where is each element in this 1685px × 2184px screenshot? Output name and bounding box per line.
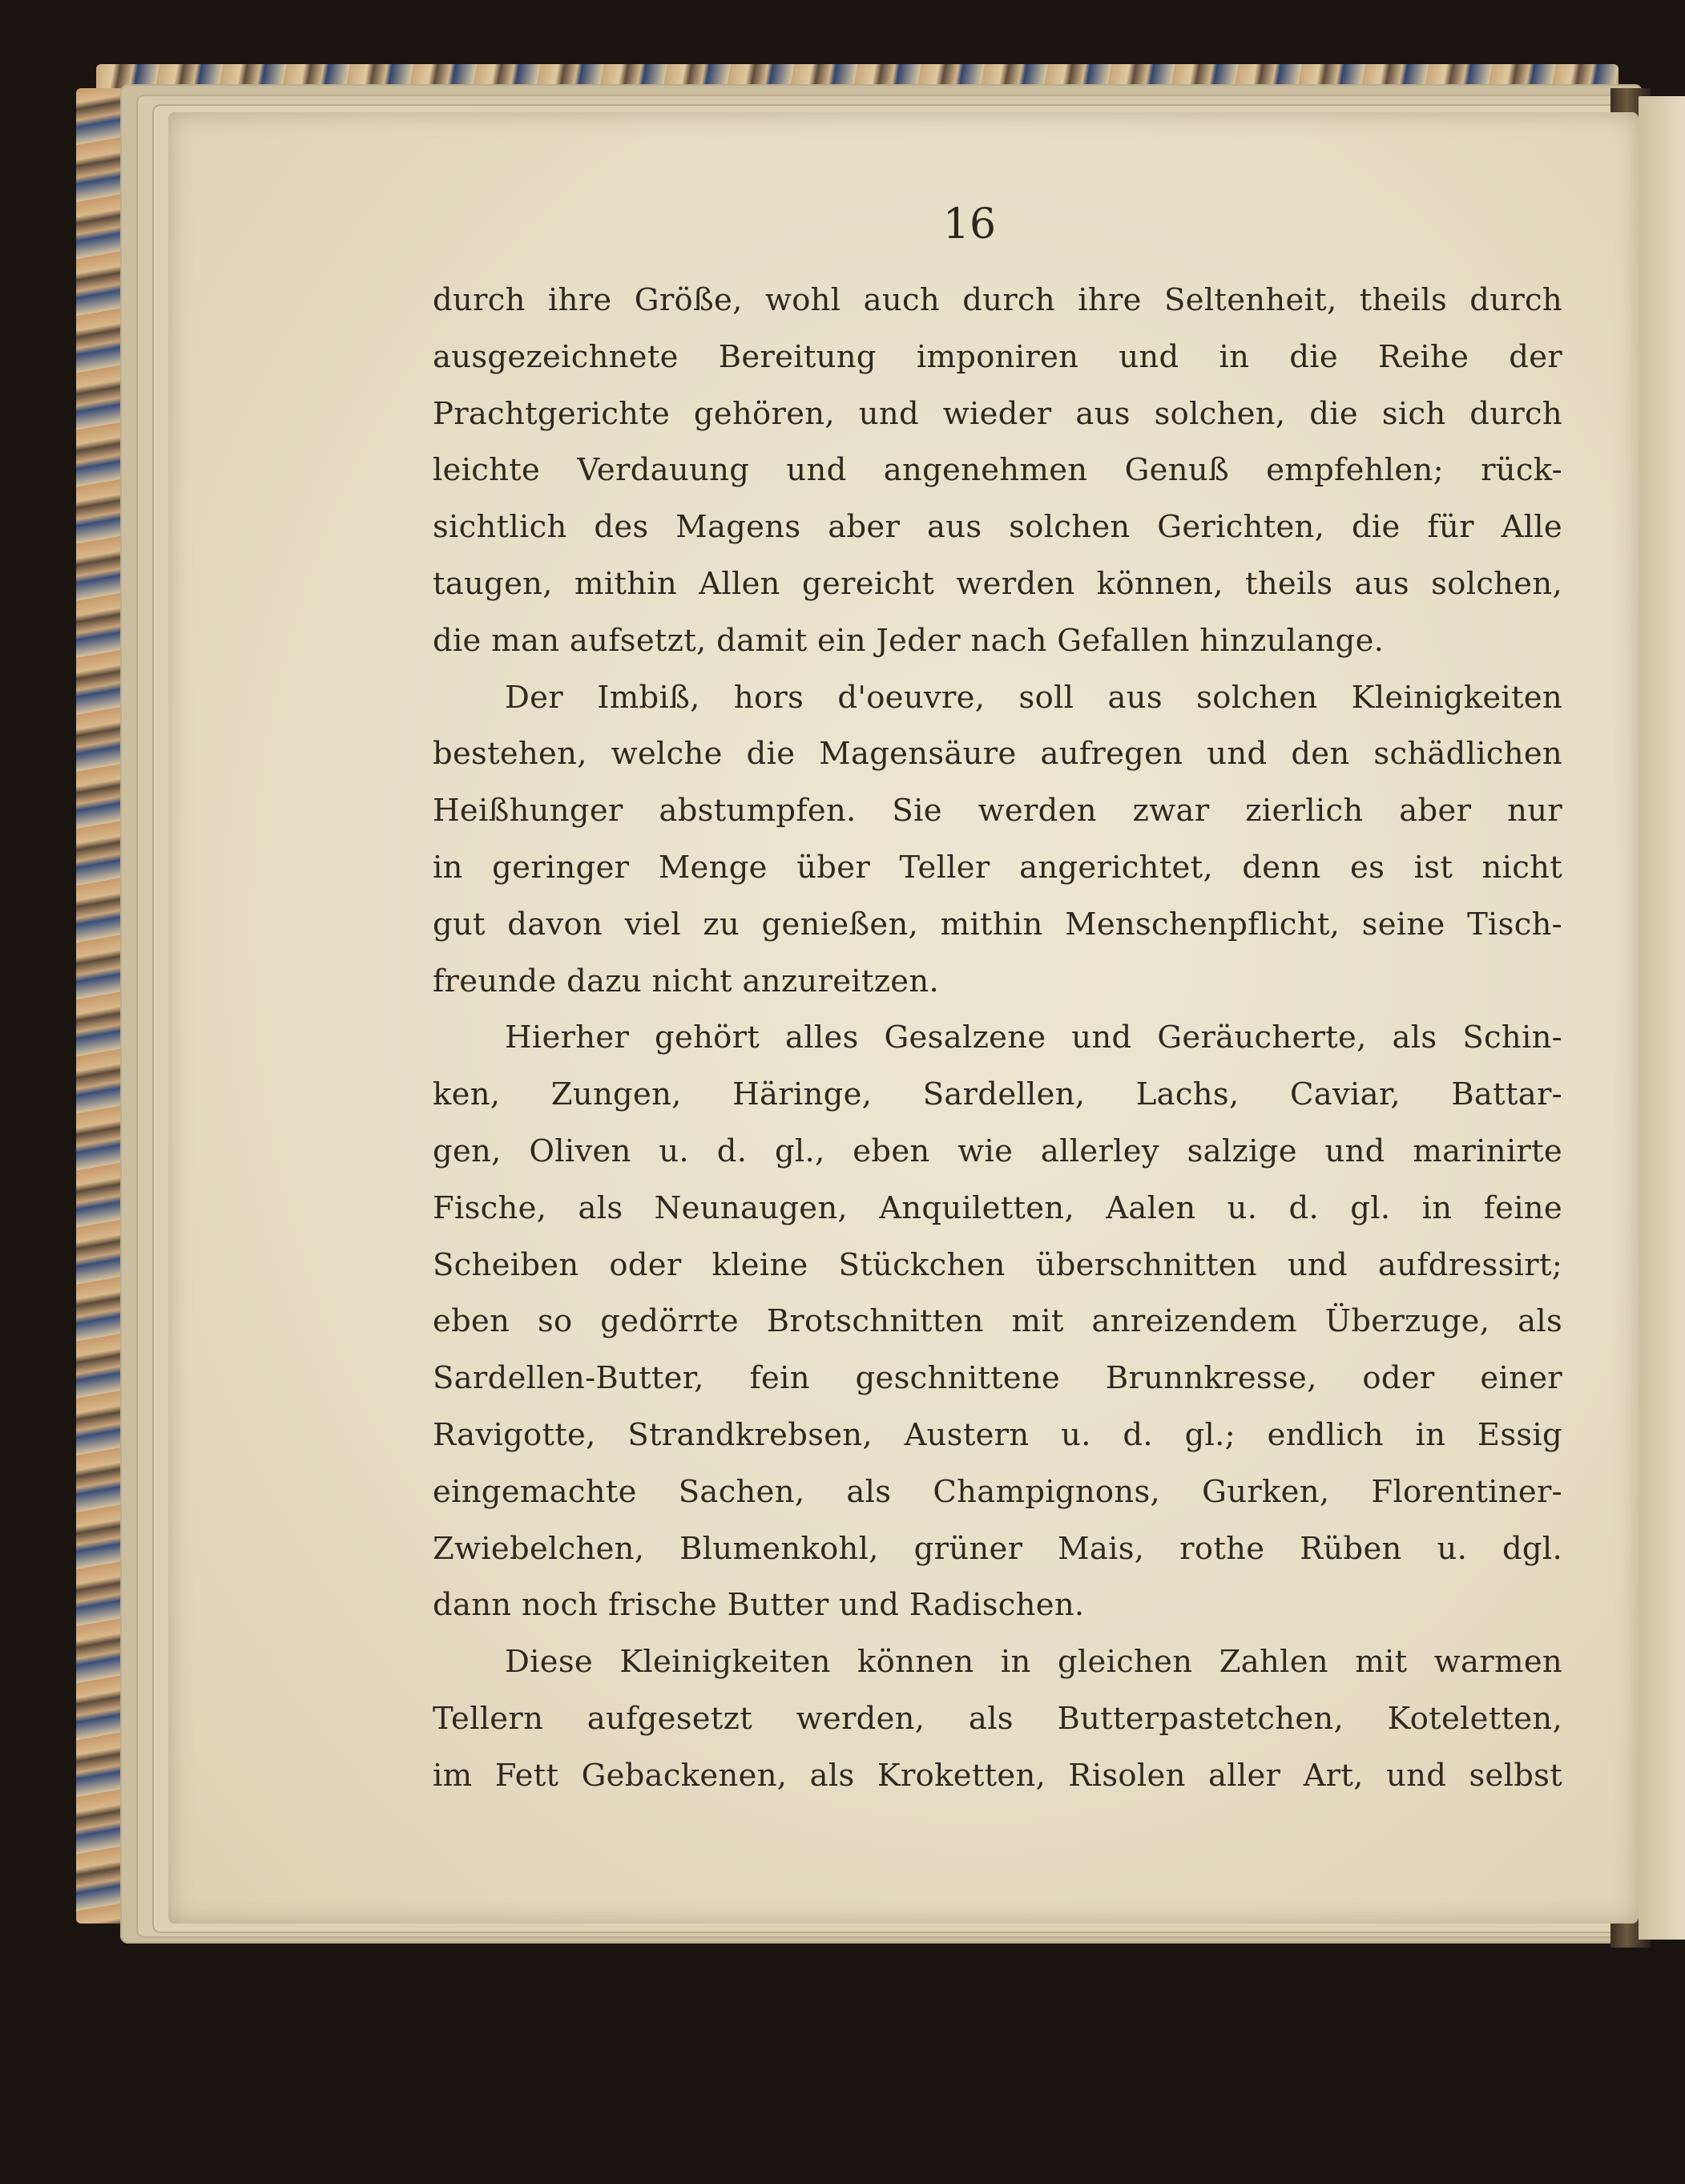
text-line: eingemachte Sachen, als Champignons, Gurken, Florentiner- [433,1473,1562,1510]
text-line: Prachtgerichte gehören, und wieder aus solchen, die sich durch [433,395,1562,432]
text-line: eben so gedörrte Brotschnitten mit anreizendem Überzuge, als [433,1303,1562,1340]
text-line: sichtlich des Magens aber aus solchen Gerichten, die für Alle [433,509,1562,546]
text-line: ausgezeichnete Bereitung imponiren und in die Reihe der [433,338,1562,375]
text-line: im Fett Gebackenen, als Kroketten, Risolen aller Art, und selbst [433,1757,1562,1794]
text-line: gut davon viel zu genießen, mithin Menschenpflicht, seine Tisch- [433,906,1562,943]
text-line: bestehen, welche die Magensäure aufregen und den schädlichen [433,736,1562,773]
text-line: Hierher gehört alles Gesalzene und Geräucherte, als Schin- [505,1019,1562,1056]
body-text [433,272,1562,1805]
text-line: Diese Kleinigkeiten können in gleichen Zahlen mit warmen [505,1644,1562,1681]
text-line: Ravigotte, Strandkrebsen, Austern u. d. gl.; endlich in Essig [433,1416,1562,1453]
text-line: Fische, als Neunaugen, Anquiletten, Aalen u. d. gl. in feine [433,1189,1562,1226]
text-line: freunde dazu nicht anzureitzen. [433,963,939,999]
text-line: Scheiben oder kleine Stückchen überschnitten und aufdressirt; [433,1246,1562,1283]
text-line: gen, Oliven u. d. gl., eben wie allerley salzige und marinirte [433,1132,1562,1169]
text-line: dann noch frische Butter und Radischen. [433,1587,1085,1624]
text-line: Zwiebelchen, Blumenkohl, grüner Mais, rothe Rüben u. dgl. [433,1530,1562,1567]
text-line: Der Imbiß, hors d'oeuvre, soll aus solchen Kleinigkeiten [505,679,1562,716]
text-line: durch ihre Größe, wohl auch durch ihre Seltenheit, theils durch [433,282,1562,318]
text-line: Heißhunger abstumpfen. Sie werden zwar zierlich aber nur [433,793,1562,830]
text-line: Tellern aufgesetzt werden, als Butterpastetchen, Koteletten, [433,1700,1562,1737]
page-number: 16 [942,200,997,248]
facing-page-edge [1639,96,1685,1940]
text-line: Sardellen-Butter, fein geschnittene Brunnkresse, oder einer [433,1360,1562,1397]
text-line: die man aufsetzt, damit ein Jeder nach Gefallen hinzulange. [433,622,1385,659]
text-line: leichte Verdauung und angenehmen Genuß empfehlen; rück- [433,452,1562,489]
text-line: in geringer Menge über Teller angerichtet, denn es ist nicht [433,849,1562,886]
text-line: ken, Zungen, Häringe, Sardellen, Lachs, Caviar, Battar- [433,1076,1562,1113]
text-line: taugen, mithin Allen gereicht werden können, theils aus solchen, [433,565,1562,602]
